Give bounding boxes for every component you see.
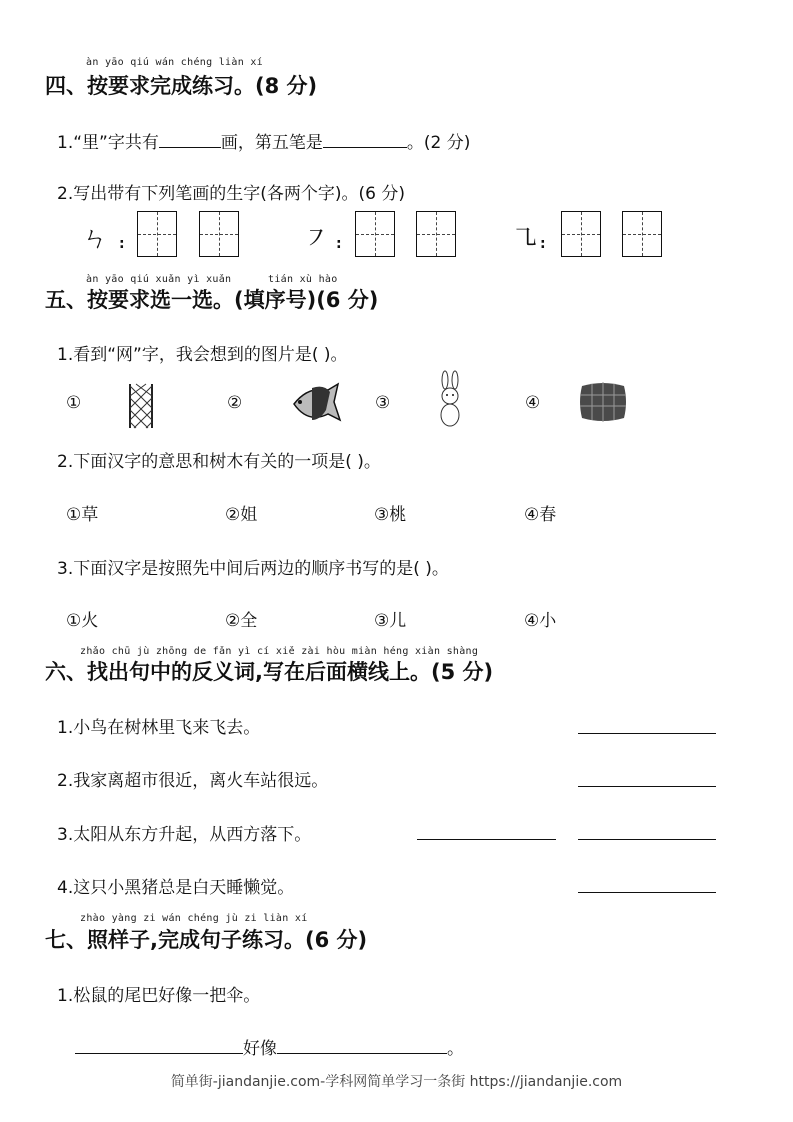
q3-option-4[interactable]: ④小 xyxy=(524,611,557,631)
q1-mid: 画，第五笔是 xyxy=(220,133,323,153)
q2-option-1[interactable]: ①草 xyxy=(66,505,99,525)
section5-pinyin: àn yāo qiú xuǎn yì xuǎn xyxy=(86,274,232,285)
option-1[interactable]: ① xyxy=(66,393,82,413)
section6-item-3: 3.太阳从东方升起，从西方落下。 xyxy=(57,825,312,845)
q2-option-2[interactable]: ②姐 xyxy=(225,505,258,525)
colon: : xyxy=(119,236,125,252)
answer-line[interactable] xyxy=(578,733,716,734)
section7-q1: 1.松鼠的尾巴好像一把伞。 xyxy=(57,986,261,1006)
answer-line[interactable] xyxy=(578,892,716,893)
fish-icon xyxy=(290,380,342,426)
answer-line[interactable] xyxy=(578,786,716,787)
stroke-heng-zhe-wan-gou-icon: ㇈ xyxy=(512,224,539,254)
option-3[interactable]: ③ xyxy=(375,393,391,413)
section7-pinyin: zhào yàng zi wán chéng jù zi liàn xí xyxy=(80,913,308,924)
footer-watermark: 简单街-jiandanjie.com-学科网简单学习一条街 https://jiandanjie.com xyxy=(170,1074,623,1090)
colon: : xyxy=(336,236,342,252)
pattern-mid: 好像 xyxy=(243,1039,277,1059)
section6-pinyin: zhǎo chū jù zhōng de fǎn yì cí xiě zài hòu miàn héng xiàn shàng xyxy=(80,646,479,657)
section5-title: 五、按要求选一选。(填序号)(6 分) xyxy=(45,288,379,312)
pattern-end: 。 xyxy=(447,1039,464,1059)
section7-pattern xyxy=(75,1034,464,1059)
answer-blank-strokes[interactable] xyxy=(159,131,221,148)
section4-q2: 2.写出带有下列笔画的生字(各两个字)。(6 分) xyxy=(57,184,405,204)
section5-pinyin-b: tián xù hào xyxy=(268,274,338,285)
answer-blank-object[interactable] xyxy=(277,1037,447,1054)
section4-pinyin: àn yāo qiú wán chéng liàn xí xyxy=(86,57,263,68)
writing-grid-box[interactable] xyxy=(137,211,177,257)
q3-option-3[interactable]: ③儿 xyxy=(374,611,407,631)
grid-cloth-icon xyxy=(578,380,628,424)
option-2[interactable]: ② xyxy=(227,393,243,413)
writing-grid-box[interactable] xyxy=(416,211,456,257)
answer-blank-fifth-stroke[interactable] xyxy=(323,131,407,148)
section4-q1 xyxy=(57,128,470,153)
answer-line[interactable] xyxy=(417,839,556,840)
writing-grid-box[interactable] xyxy=(622,211,662,257)
option-4[interactable]: ④ xyxy=(525,393,541,413)
section6-item-2: 2.我家离超市很近，离火车站很远。 xyxy=(57,771,329,791)
q2-option-3[interactable]: ③桃 xyxy=(374,505,407,525)
writing-grid-box[interactable] xyxy=(561,211,601,257)
section4-title: 四、按要求完成练习。(8 分) xyxy=(45,74,318,98)
answer-line[interactable] xyxy=(578,839,716,840)
section5-q3: 3.下面汉字是按照先中间后两边的顺序书写的是( )。 xyxy=(57,559,449,579)
stroke-shu-zhe-zhe-gou-icon: ㄣ xyxy=(82,224,109,254)
section7-title: 七、照样子,完成句子练习。(6 分) xyxy=(45,928,368,952)
q2-option-4[interactable]: ④春 xyxy=(524,505,557,525)
section6-item-1: 1.小鸟在树林里飞来飞去。 xyxy=(57,718,261,738)
stroke-heng-pie-icon: ㇇ xyxy=(303,224,330,254)
q1-prefix: 1.“里”字共有 xyxy=(57,133,159,153)
writing-grid-box[interactable] xyxy=(199,211,239,257)
net-icon xyxy=(128,382,154,430)
answer-blank-subject[interactable] xyxy=(75,1037,243,1054)
writing-grid-box[interactable] xyxy=(355,211,395,257)
rabbit-icon xyxy=(435,370,465,430)
section5-q2: 2.下面汉字的意思和树木有关的一项是( )。 xyxy=(57,452,381,472)
q3-option-2[interactable]: ②全 xyxy=(225,611,258,631)
q1-suffix: 。(2 分) xyxy=(406,133,471,153)
section6-item-4: 4.这只小黑猪总是白天睡懒觉。 xyxy=(57,878,295,898)
q3-option-1[interactable]: ①火 xyxy=(66,611,99,631)
section5-q1: 1.看到“网”字，我会想到的图片是( )。 xyxy=(57,345,348,365)
section6-title: 六、找出句中的反义词,写在后面横线上。(5 分) xyxy=(45,660,494,684)
colon: : xyxy=(540,236,546,252)
